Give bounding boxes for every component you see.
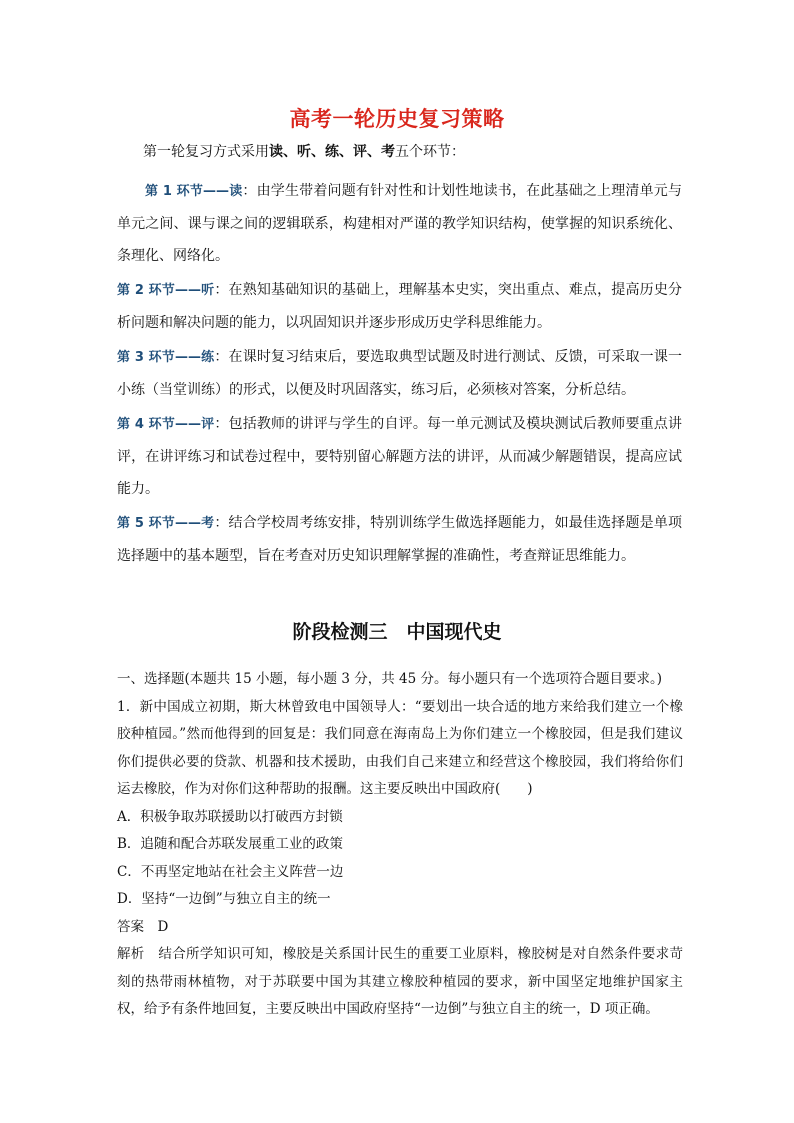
step-text: ：包括教师的讲评与学生的自评。每一单元测试及模块测试后教师要重点讲评，在讲评练习和试卷过程中，要特别留心解题方法的讲评，从而减少解题错误，提高应试能力。 bbox=[117, 416, 682, 497]
step-label: 第 1 环节——读 bbox=[145, 184, 243, 199]
question-section bbox=[117, 666, 683, 1024]
intro-prefix: 第一轮复习方式采用 bbox=[143, 144, 269, 160]
page-title: 高考一轮历史复习策略 bbox=[289, 107, 505, 131]
step-text: ：由学生带着问题有针对性和计划性地读书，在此基础之上理清单元与单元之间、课与课之间的逻辑联系，构建相对严谨的教学知识结构，使掌握的知识系统化、条理化、网络化。 bbox=[117, 183, 682, 264]
option-b: B．追随和配合苏联发展重工业的政策 bbox=[117, 836, 343, 852]
step-text: ：结合学校周考练安排，特别训练学生做选择题能力，如最佳选择题是单项选择题中的基本题型，旨在考查对历史知识理解掌握的准确性，考查辩证思维能力。 bbox=[117, 515, 682, 564]
step-paragraph bbox=[117, 274, 682, 339]
step-text: ：在熟知基础知识的基础上，理解基本史实，突出重点、难点，提高历史分析问题和解决问题的能力，以巩固知识并逐步形成历史学科思维能力。 bbox=[117, 282, 682, 331]
intro-line bbox=[143, 141, 465, 161]
intro-bold: 读、听、练、评、考 bbox=[269, 144, 395, 160]
steps-list bbox=[117, 175, 682, 574]
analysis-paragraph: 解析 结合所学知识可知，橡胶是关系国计民生的重要工业原料，橡胶树是对自然条件要求苛刻的热带雨林植物，对于苏联要中国为其建立橡胶种植园的要求，新中国坚定地维护国家主权，给予有条件地回复，主要反映出中国政府坚持“一边倒”与独立自主的统一，D 项正确。 bbox=[117, 946, 683, 1017]
answer-line: 答案 D bbox=[117, 918, 169, 935]
section-title: 阶段检测三 中国现代史 bbox=[292, 621, 502, 643]
section-instructions: 一、选择题(本题共 15 小题，每小题 3 分，共 45 分。每小题只有一个选项符合题目要求。) bbox=[117, 671, 662, 687]
step-label: 第 4 环节——评 bbox=[117, 417, 215, 432]
intro-suffix: 五个环节： bbox=[395, 144, 465, 160]
step-label: 第 2 环节——听 bbox=[117, 283, 215, 298]
step-paragraph bbox=[117, 507, 682, 572]
option-d: D．坚持“一边倒”与独立自主的统一 bbox=[117, 891, 331, 907]
option-c: C．不再坚定地站在社会主义阵营一边 bbox=[117, 863, 344, 880]
option-a: A．积极争取苏联援助以打破西方封锁 bbox=[117, 808, 343, 825]
step-text: ：在课时复习结束后，要选取典型试题及时进行测试、反馈，可采取一课一小练（当堂训练）的形式，以便及时巩固落实，练习后，必须核对答案，分析总结。 bbox=[117, 349, 682, 398]
step-paragraph bbox=[117, 341, 682, 406]
step-paragraph bbox=[117, 175, 682, 272]
question-stem: 1．新中国成立初期，斯大林曾致电中国领导人：“要划出一块合适的地方来给我们建立一个橡胶种植园。”然而他得到的回复是：我们同意在海南岛上为你们建立一个橡胶园，但是我们建议你们提供必要的贷款、机器和技术援助，由我们自己来建立和经营这个橡胶园，我们将给你们运去橡胶，作为对你们这种帮助的报酬。这主要反映出中国政府( ) bbox=[117, 698, 683, 797]
step-label: 第 3 环节——练 bbox=[117, 350, 215, 365]
step-label: 第 5 环节——考 bbox=[117, 516, 215, 531]
step-paragraph bbox=[117, 408, 682, 505]
